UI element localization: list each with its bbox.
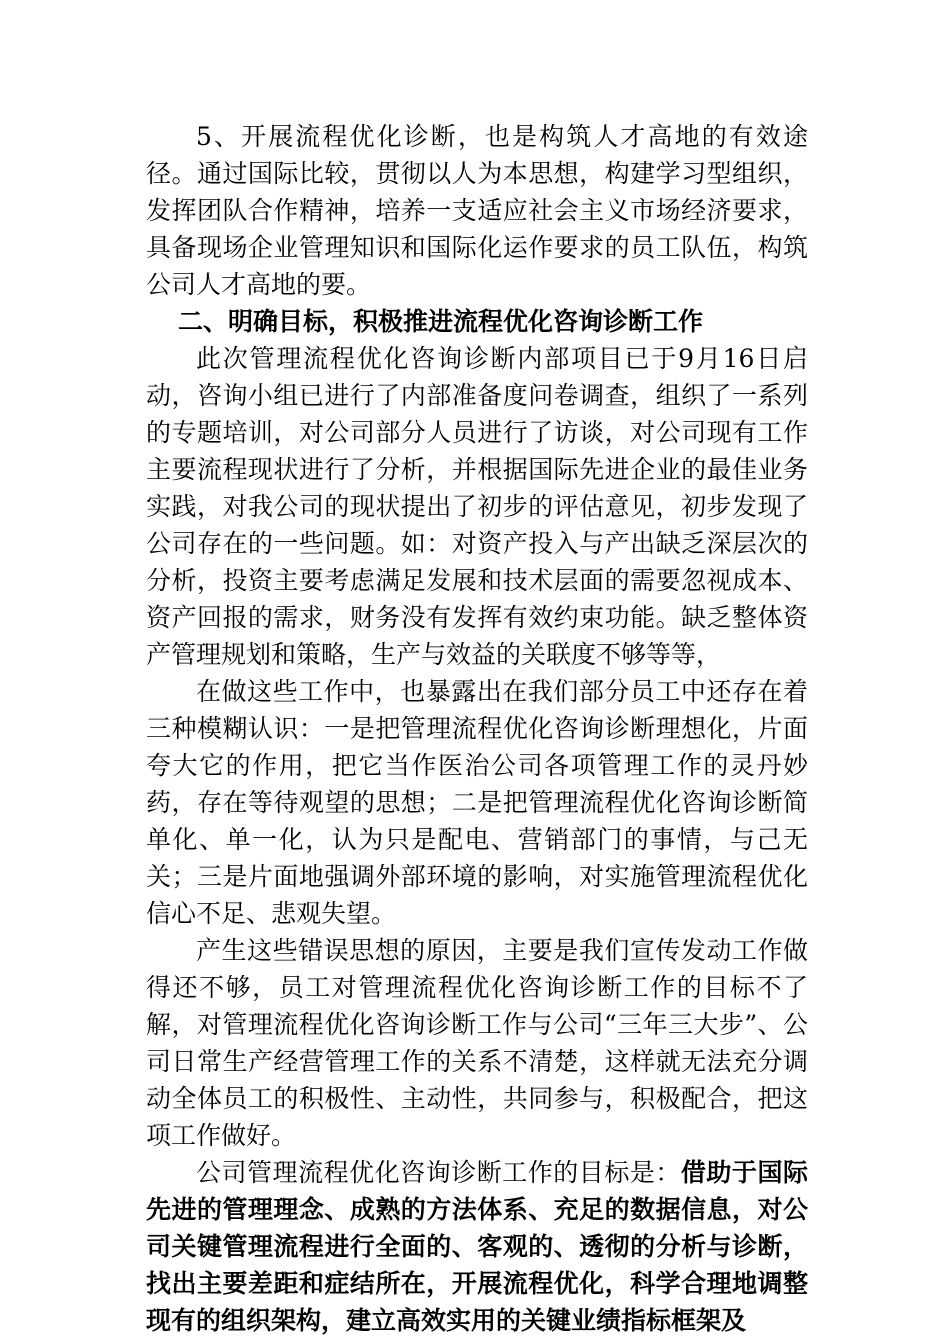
paragraph-bold-text: 借助于国际先进的管理理念、成熟的方法体系、充足的数据信息，对公司关键管理流程进行全面的、客观的、透彻的分析与诊断，找出主要差距和症结所在，开展流程优化，科学合理地调整现有的组织架构，建立高效实用的关键业绩指标框架及	[146, 1158, 808, 1335]
paragraph-misconceptions	[146, 673, 808, 932]
document-page	[146, 118, 808, 1339]
paragraph-text: 公司管理流程优化咨询诊断工作的目标是：	[196, 1158, 681, 1187]
paragraph-causes	[146, 932, 808, 1154]
paragraph-text: 5、开展流程优化诊断，也是构筑人才高地的有效途径。通过国际比较，贯彻以人为本思想，构建学习型组织，发挥团队合作精神，培养一支适应社会主义市场经济要求，具备现场企业管理知识和国际化运作要求的员工队伍，构筑公司人才高地的要。	[146, 122, 808, 299]
paragraph-text: 此次管理流程优化咨询诊断内部项目已于9月16日启动，咨询小组已进行了内部准备度问卷调查，组织了一系列的专题培训，对公司部分人员进行了访谈，对公司现有工作主要流程现状进行了分析，并根据国际先进企业的最佳业务实践，对我公司的现状提出了初步的评估意见，初步发现了公司存在的一些问题。如：对资产投入与产出缺乏深层次的分析，投资主要考虑满足发展和技术层面的需要忽视成本、资产回报的需求，财务没有发挥有效约束功能。缺乏整体资产管理规划和策略，生产与效益的关联度不够等等，	[146, 344, 808, 669]
paragraph-text: 产生这些错误思想的原因，主要是我们宣传发动工作做得还不够，员工对管理流程优化咨询诊断工作的目标不了解，对管理流程优化咨询诊断工作与公司“三年三大步”、公司日常生产经营管理工作的关系不清楚，这样就无法充分调动全体员工的积极性、主动性，共同参与，积极配合，把这项工作做好。	[146, 936, 808, 1150]
section-heading-text: 二、明确目标，积极推进流程优化咨询诊断工作	[178, 307, 704, 336]
section-heading	[146, 303, 808, 340]
paragraph-goals	[146, 1154, 808, 1339]
paragraph-project-progress	[146, 340, 808, 673]
paragraph-text: 在做这些工作中，也暴露出在我们部分员工中还存在着三种模糊认识：一是把管理流程优化咨询诊断理想化，片面夸大它的作用，把它当作医治公司各项管理工作的灵丹妙药，存在等待观望的思想；二是把管理流程优化咨询诊断简单化、单一化，认为只是配电、营销部门的事情，与己无关；三是片面地强调外部环境的影响，对实施管理流程优化信心不足、悲观失望。	[146, 677, 808, 928]
paragraph-talent-highland	[146, 118, 808, 303]
